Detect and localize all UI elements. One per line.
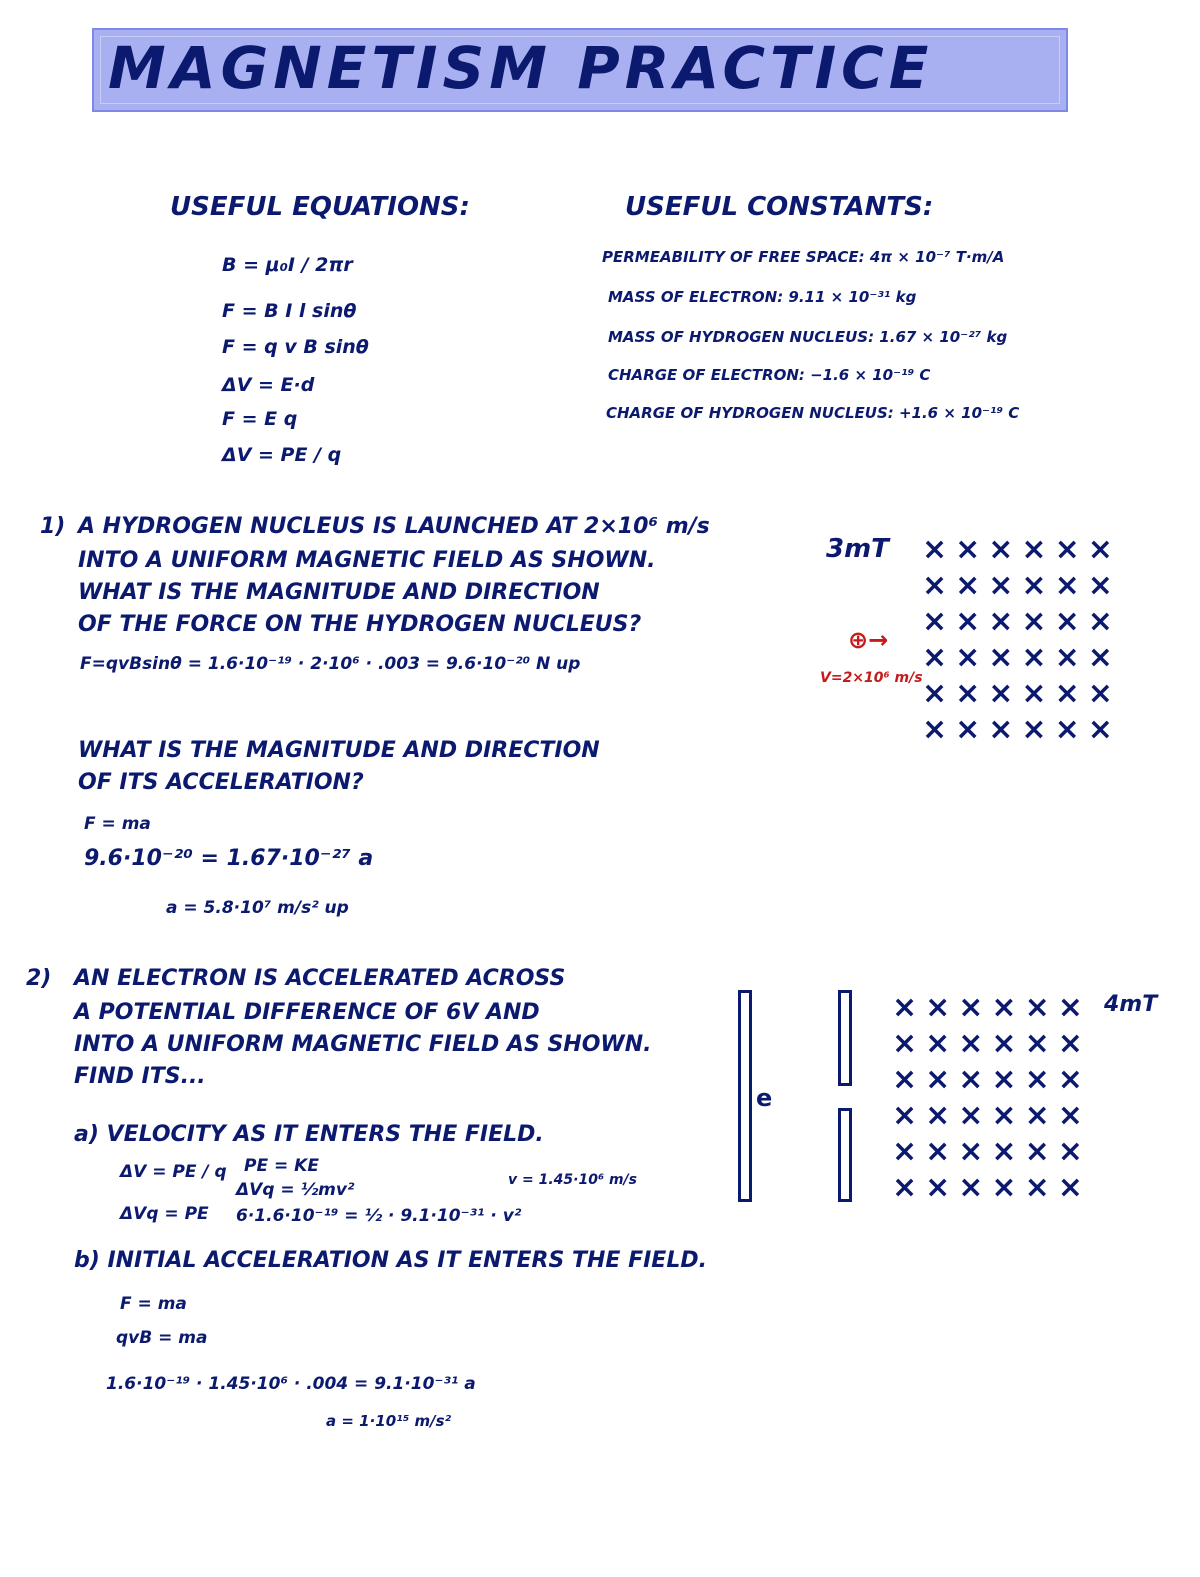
problem1-work-3: a = 5.8·10⁷ m/s² up	[166, 898, 349, 918]
field-into-page-mark: ×	[1021, 568, 1055, 603]
field-into-page-mark: ×	[892, 1098, 926, 1133]
field-into-page-mark: ×	[1024, 1062, 1058, 1097]
field-into-page-mark: ×	[988, 532, 1022, 567]
field-into-page-mark: ×	[1021, 640, 1055, 675]
title-banner	[92, 28, 1068, 112]
field-into-page-mark: ×	[958, 1098, 992, 1133]
problem1-force-answer: F=qvBsinθ = 1.6·10⁻¹⁹ · 2·10⁶ · .003 = 9.6·10⁻²⁰ N up	[80, 654, 581, 674]
problem2-part-a-work-left-1: ΔV = PE / q	[120, 1162, 227, 1182]
field-into-page-mark: ×	[958, 1062, 992, 1097]
field-into-page-mark: ×	[958, 1134, 992, 1169]
field-grid-2-row	[892, 990, 1091, 1026]
problem1-question2-line-1: WHAT IS THE MAGNITUDE AND DIRECTION	[78, 738, 600, 763]
field-into-page-mark: ×	[925, 1134, 959, 1169]
field-into-page-mark: ×	[1054, 604, 1088, 639]
field-into-page-mark: ×	[925, 1026, 959, 1061]
right-plate-lower	[838, 1108, 852, 1202]
field-into-page-mark: ×	[1021, 676, 1055, 711]
problem1-work-2: 9.6·10⁻²⁰ = 1.67·10⁻²⁷ a	[84, 846, 374, 871]
field-into-page-mark: ×	[925, 1062, 959, 1097]
problem1-number: 1)	[40, 514, 66, 539]
field-into-page-mark: ×	[1057, 1098, 1091, 1133]
field-into-page-mark: ×	[925, 1098, 959, 1133]
field-grid-1-row	[922, 712, 1121, 748]
field-into-page-mark: ×	[925, 1170, 959, 1205]
field-grid-2-row	[892, 1026, 1091, 1062]
field-into-page-mark: ×	[1057, 1134, 1091, 1169]
constant-electron-mass: MASS OF ELECTRON: 9.11 × 10⁻³¹ kg	[608, 288, 917, 306]
page-title: MAGNETISM PRACTICE	[108, 34, 934, 102]
problem1-field-label: 3mT	[826, 534, 889, 564]
field-into-page-mark: ×	[892, 1170, 926, 1205]
constants-heading: USEFUL CONSTANTS:	[625, 192, 934, 222]
field-grid-1-row	[922, 568, 1121, 604]
field-into-page-mark: ×	[955, 532, 989, 567]
problem1-velocity-label: V=2×10⁶ m/s	[820, 670, 923, 686]
field-grid-2-row	[892, 1170, 1091, 1206]
problem2-line-4: FIND ITS...	[74, 1064, 206, 1089]
problem2-part-b-work-4: a = 1·10¹⁵ m/s²	[326, 1412, 452, 1430]
constant-hydrogen-charge: CHARGE OF HYDROGEN NUCLEUS: +1.6 × 10⁻¹⁹ C	[606, 404, 1020, 422]
field-into-page-mark: ×	[955, 712, 989, 747]
field-grid-2-row	[892, 1098, 1091, 1134]
field-into-page-mark: ×	[892, 990, 926, 1025]
field-into-page-mark: ×	[892, 1026, 926, 1061]
field-into-page-mark: ×	[1054, 712, 1088, 747]
problem2-part-a-label: a) VELOCITY AS IT ENTERS THE FIELD.	[74, 1122, 544, 1147]
problem2-part-a-work-mid-2: ΔVq = ½mv²	[236, 1180, 355, 1200]
problem2-part-b-work-3: 1.6·10⁻¹⁹ · 1.45·10⁶ · .004 = 9.1·10⁻³¹ a	[106, 1374, 476, 1394]
field-into-page-mark: ×	[1087, 532, 1121, 567]
field-into-page-mark: ×	[988, 568, 1022, 603]
field-into-page-mark: ×	[922, 712, 956, 747]
field-into-page-mark: ×	[1054, 532, 1088, 567]
field-into-page-mark: ×	[988, 640, 1022, 675]
equation-force-field: F = E q	[222, 408, 298, 430]
field-into-page-mark: ×	[1087, 712, 1121, 747]
field-into-page-mark: ×	[958, 1026, 992, 1061]
field-into-page-mark: ×	[1024, 1098, 1058, 1133]
field-grid-1-row	[922, 676, 1121, 712]
problem2-part-a-work-mid-1: PE = KE	[244, 1156, 319, 1176]
equation-b-field: B = μ₀I / 2πr	[222, 254, 353, 276]
problem1-line-4: OF THE FORCE ON THE HYDROGEN NUCLEUS?	[78, 612, 642, 637]
field-into-page-mark: ×	[955, 568, 989, 603]
field-into-page-mark: ×	[925, 990, 959, 1025]
field-into-page-mark: ×	[955, 604, 989, 639]
problem1-line-1: A HYDROGEN NUCLEUS IS LAUNCHED AT 2×10⁶ m/s	[78, 514, 710, 539]
field-grid-1-row	[922, 532, 1121, 568]
field-into-page-mark: ×	[988, 604, 1022, 639]
problem1-line-3: WHAT IS THE MAGNITUDE AND DIRECTION	[78, 580, 600, 605]
electron-symbol: e	[756, 1084, 773, 1112]
problem1-work-1: F = ma	[84, 814, 151, 834]
constant-hydrogen-mass: MASS OF HYDROGEN NUCLEUS: 1.67 × 10⁻²⁷ kg	[608, 328, 1008, 346]
field-into-page-mark: ×	[1057, 1026, 1091, 1061]
field-into-page-mark: ×	[892, 1134, 926, 1169]
problem1-question2-line-2: OF ITS ACCELERATION?	[78, 770, 364, 795]
field-into-page-mark: ×	[1024, 1170, 1058, 1205]
field-into-page-mark: ×	[991, 1026, 1025, 1061]
field-into-page-mark: ×	[1021, 532, 1055, 567]
constant-permeability: PERMEABILITY OF FREE SPACE: 4π × 10⁻⁷ T·m/A	[602, 248, 1005, 266]
field-into-page-mark: ×	[988, 676, 1022, 711]
field-into-page-mark: ×	[991, 990, 1025, 1025]
field-into-page-mark: ×	[1057, 990, 1091, 1025]
problem2-part-a-work-left-2: ΔVq = PE	[120, 1204, 209, 1224]
field-into-page-mark: ×	[991, 1170, 1025, 1205]
field-grid-2-row	[892, 1062, 1091, 1098]
field-into-page-mark: ×	[1057, 1170, 1091, 1205]
field-into-page-mark: ×	[1021, 604, 1055, 639]
problem1-line-2: INTO A UNIFORM MAGNETIC FIELD AS SHOWN.	[78, 548, 656, 573]
field-grid-2-row	[892, 1134, 1091, 1170]
field-into-page-mark: ×	[1054, 640, 1088, 675]
field-into-page-mark: ×	[1054, 676, 1088, 711]
field-grid-1-row	[922, 604, 1121, 640]
field-into-page-mark: ×	[892, 1062, 926, 1097]
field-into-page-mark: ×	[1054, 568, 1088, 603]
problem2-number: 2)	[26, 966, 52, 991]
field-into-page-mark: ×	[922, 532, 956, 567]
field-into-page-mark: ×	[922, 676, 956, 711]
field-grid-1-row	[922, 640, 1121, 676]
magnetic-field-into-page-grid-1	[922, 532, 1121, 748]
field-into-page-mark: ×	[922, 640, 956, 675]
right-plate-upper	[838, 990, 852, 1086]
field-into-page-mark: ×	[958, 990, 992, 1025]
field-into-page-mark: ×	[1057, 1062, 1091, 1097]
field-into-page-mark: ×	[1024, 1134, 1058, 1169]
field-into-page-mark: ×	[1087, 604, 1121, 639]
equation-potential-energy: ΔV = PE / q	[222, 444, 342, 466]
magnetic-field-into-page-grid-2	[892, 990, 1091, 1206]
left-accelerating-plate	[738, 990, 752, 1202]
equations-heading: USEFUL EQUATIONS:	[170, 192, 470, 222]
proton-symbol: ⊕→	[848, 626, 889, 654]
problem2-field-label: 4mT	[1104, 992, 1158, 1017]
problem2-part-b-work-2: qvB = ma	[116, 1328, 208, 1348]
field-into-page-mark: ×	[1024, 1026, 1058, 1061]
field-into-page-mark: ×	[991, 1098, 1025, 1133]
equation-potential-field: ΔV = E·d	[222, 374, 315, 396]
field-into-page-mark: ×	[955, 640, 989, 675]
equation-force-wire: F = B I l sinθ	[222, 300, 357, 322]
constant-electron-charge: CHARGE OF ELECTRON: −1.6 × 10⁻¹⁹ C	[608, 366, 931, 384]
field-into-page-mark: ×	[991, 1134, 1025, 1169]
problem2-part-a-result: v = 1.45·10⁶ m/s	[508, 1172, 637, 1188]
field-into-page-mark: ×	[1021, 712, 1055, 747]
field-into-page-mark: ×	[958, 1170, 992, 1205]
field-into-page-mark: ×	[1024, 990, 1058, 1025]
problem2-line-1: AN ELECTRON IS ACCELERATED ACROSS	[74, 966, 566, 991]
field-into-page-mark: ×	[1087, 640, 1121, 675]
problem2-part-a-work-mid-3: 6·1.6·10⁻¹⁹ = ½ · 9.1·10⁻³¹ · v²	[236, 1206, 522, 1226]
problem2-part-b-work-1: F = ma	[120, 1294, 187, 1314]
field-into-page-mark: ×	[991, 1062, 1025, 1097]
problem2-line-2: A POTENTIAL DIFFERENCE OF 6V AND	[74, 1000, 540, 1025]
equation-force-charge: F = q v B sinθ	[222, 336, 369, 358]
field-into-page-mark: ×	[988, 712, 1022, 747]
field-into-page-mark: ×	[922, 604, 956, 639]
problem2-line-3: INTO A UNIFORM MAGNETIC FIELD AS SHOWN.	[74, 1032, 652, 1057]
field-into-page-mark: ×	[1087, 676, 1121, 711]
problem2-part-b-label: b) INITIAL ACCELERATION AS IT ENTERS THE FIELD.	[74, 1248, 707, 1273]
field-into-page-mark: ×	[955, 676, 989, 711]
field-into-page-mark: ×	[922, 568, 956, 603]
field-into-page-mark: ×	[1087, 568, 1121, 603]
